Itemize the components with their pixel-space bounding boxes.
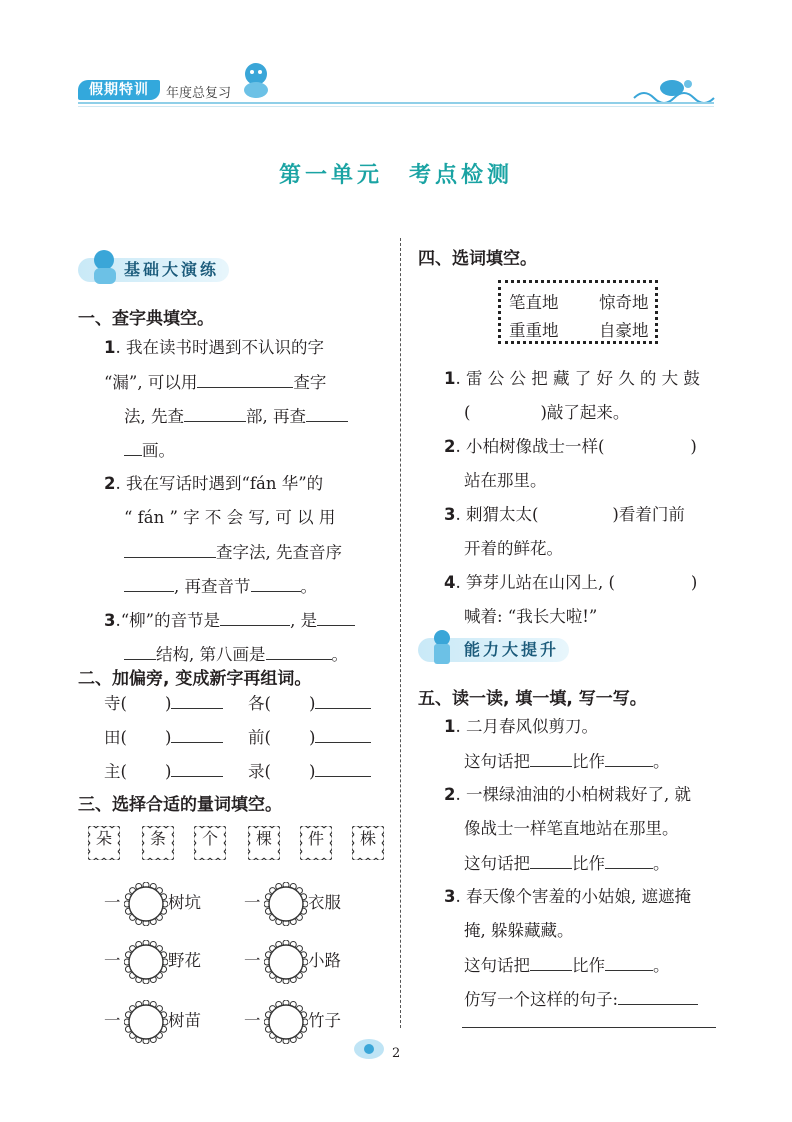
page-title: 第一单元 考点检测 [278, 162, 513, 188]
q4-item4-line2: 喊着: “我长大啦!” [464, 607, 598, 626]
header-subtitle: 年度总复习 [166, 86, 232, 101]
blank[interactable] [605, 852, 653, 869]
q2-row: 主( ) [104, 760, 223, 783]
q5-heading: 五、读一读, 填一填, 写一写。 [418, 689, 647, 709]
q1-item2-line1: 2. 我在写话时遇到“fán 华”的 [104, 474, 324, 493]
header-rule-thin [78, 106, 714, 107]
q2-row: 寺( ) [104, 692, 223, 715]
q2-row: 田( ) [104, 726, 223, 749]
blank[interactable] [315, 692, 371, 709]
blank[interactable] [124, 643, 156, 660]
measure-noun: 小路 [308, 951, 341, 970]
blank[interactable] [124, 541, 216, 558]
q4-item2-line1: 2. 小柏树像战士一样( ) [444, 437, 697, 456]
q1-heading: 一、查字典填空。 [78, 309, 214, 329]
blank[interactable] [306, 405, 348, 422]
blank[interactable] [530, 852, 572, 869]
q4-item1-line1: 1. 雷 公 公 把 藏 了 好 久 的 大 鼓 [444, 369, 700, 388]
blank[interactable] [317, 609, 355, 626]
q4-item1-line2: ( )敲了起来。 [464, 403, 630, 422]
q1-item3-line1: 3.“柳”的音节是 , 是 [104, 609, 355, 632]
measure-noun: 竹子 [308, 1011, 341, 1030]
measure-answer-circle[interactable] [124, 940, 168, 984]
header-rule [78, 102, 714, 104]
column-divider [400, 238, 401, 1028]
q5-imitate-line: 仿写一个这样的句子: [464, 988, 698, 1011]
lighthouse-mascot-icon [424, 628, 460, 666]
word-option: 惊奇地 [599, 293, 649, 312]
section-badge-advanced: 能力大提升 [418, 638, 569, 662]
q2-row: 录( ) [248, 760, 371, 783]
blank[interactable] [618, 988, 698, 1005]
q4-item3-line2: 开着的鲜花。 [464, 539, 563, 558]
blank[interactable] [197, 371, 293, 388]
measure-word-option[interactable]: 株 [352, 826, 384, 860]
blank[interactable] [266, 643, 332, 660]
q1-item1-line2: “漏”, 可以用 查字 [104, 373, 327, 392]
blank[interactable] [315, 726, 371, 743]
header-badge: 假期特训 [78, 80, 160, 100]
measure-dash: 一 [104, 1011, 121, 1030]
q1-item2-line3: 查字法, 先查音序 [124, 541, 342, 564]
blank[interactable] [124, 439, 142, 456]
q1-item3-line2: 结构, 第八画是 。 [124, 643, 348, 666]
blank[interactable] [184, 405, 246, 422]
q5-item1-frame: 这句话把 比作 。 [464, 752, 670, 771]
blank[interactable] [124, 575, 174, 592]
measure-dash: 一 [244, 893, 261, 912]
measure-answer-circle[interactable] [264, 882, 308, 926]
page-number: 2 [392, 1046, 401, 1061]
measure-noun: 野花 [168, 951, 201, 970]
answer-line[interactable] [462, 1027, 716, 1028]
q4-heading: 四、选词填空。 [418, 249, 537, 269]
flower-decoration-icon [352, 1036, 386, 1062]
measure-word-option[interactable]: 条 [142, 826, 174, 860]
q5-item1-line1: 1. 二月春风似剪刀。 [444, 717, 598, 736]
q4-item3-line1: 3. 刺猬太太( )看着门前 [444, 505, 685, 524]
q5-item3-line1: 3. 春天像个害羞的小姑娘, 遮遮掩 [444, 887, 691, 906]
swimmer-decoration-icon [632, 74, 716, 104]
measure-answer-circle[interactable] [124, 1000, 168, 1044]
measure-noun: 树坑 [168, 893, 201, 912]
q5-item2-frame: 这句话把 比作 。 [464, 854, 670, 873]
word-bank-box [498, 280, 658, 344]
tiger-mascot-icon [236, 58, 276, 100]
blank[interactable] [220, 609, 290, 626]
q2-heading: 二、加偏旁, 变成新字再组词。 [78, 669, 312, 689]
kid-mascot-icon [84, 248, 120, 286]
blank[interactable] [530, 954, 572, 971]
q1-item1-line3: 法, 先查 部, 再查 [124, 405, 348, 428]
q1-item1-line1: 1. 我在读书时遇到不认识的字 [104, 338, 324, 357]
q1-item2-line2: “ fán ” 字 不 会 写, 可 以 用 [124, 508, 336, 527]
blank[interactable] [171, 760, 223, 777]
blank[interactable] [251, 575, 301, 592]
word-option: 自豪地 [599, 321, 649, 340]
measure-noun: 衣服 [308, 893, 341, 912]
measure-answer-circle[interactable] [264, 1000, 308, 1044]
q2-row: 前( ) [248, 726, 371, 749]
q5-item2-line2: 像战士一样笔直地站在那里。 [464, 819, 679, 838]
q5-item2-line1: 2. 一棵绿油油的小柏树栽好了, 就 [444, 785, 691, 804]
blank[interactable] [315, 760, 371, 777]
word-option: 重重地 [509, 321, 559, 340]
blank[interactable] [171, 692, 223, 709]
measure-answer-circle[interactable] [124, 882, 168, 926]
q5-item3-line2: 掩, 躲躲藏藏。 [464, 921, 574, 940]
measure-dash: 一 [104, 893, 121, 912]
q2-row: 各( ) [248, 692, 371, 715]
measure-word-option[interactable]: 件 [300, 826, 332, 860]
word-option: 笔直地 [509, 293, 559, 312]
blank[interactable] [605, 954, 653, 971]
blank[interactable] [530, 750, 572, 767]
measure-dash: 一 [244, 951, 261, 970]
measure-noun: 树苗 [168, 1011, 201, 1030]
blank[interactable] [171, 726, 223, 743]
measure-answer-circle[interactable] [264, 940, 308, 984]
blank[interactable] [605, 750, 653, 767]
q4-item4-line1: 4. 笋芽儿站在山冈上, ( ) [444, 573, 698, 592]
q4-item2-line2: 站在那里。 [464, 471, 547, 490]
measure-dash: 一 [104, 951, 121, 970]
measure-word-option[interactable]: 个 [194, 826, 226, 860]
section-badge-basic: 基础大演练 [78, 258, 229, 282]
q3-heading: 三、选择合适的量词填空。 [78, 795, 282, 815]
measure-dash: 一 [244, 1011, 261, 1030]
q5-item3-frame: 这句话把 比作 。 [464, 956, 670, 975]
measure-word-option[interactable]: 棵 [248, 826, 280, 860]
q1-item2-line4: , 再查音节 。 [124, 575, 317, 598]
q1-item1-line4: 画。 [124, 439, 175, 462]
measure-word-option[interactable]: 朵 [88, 826, 120, 860]
